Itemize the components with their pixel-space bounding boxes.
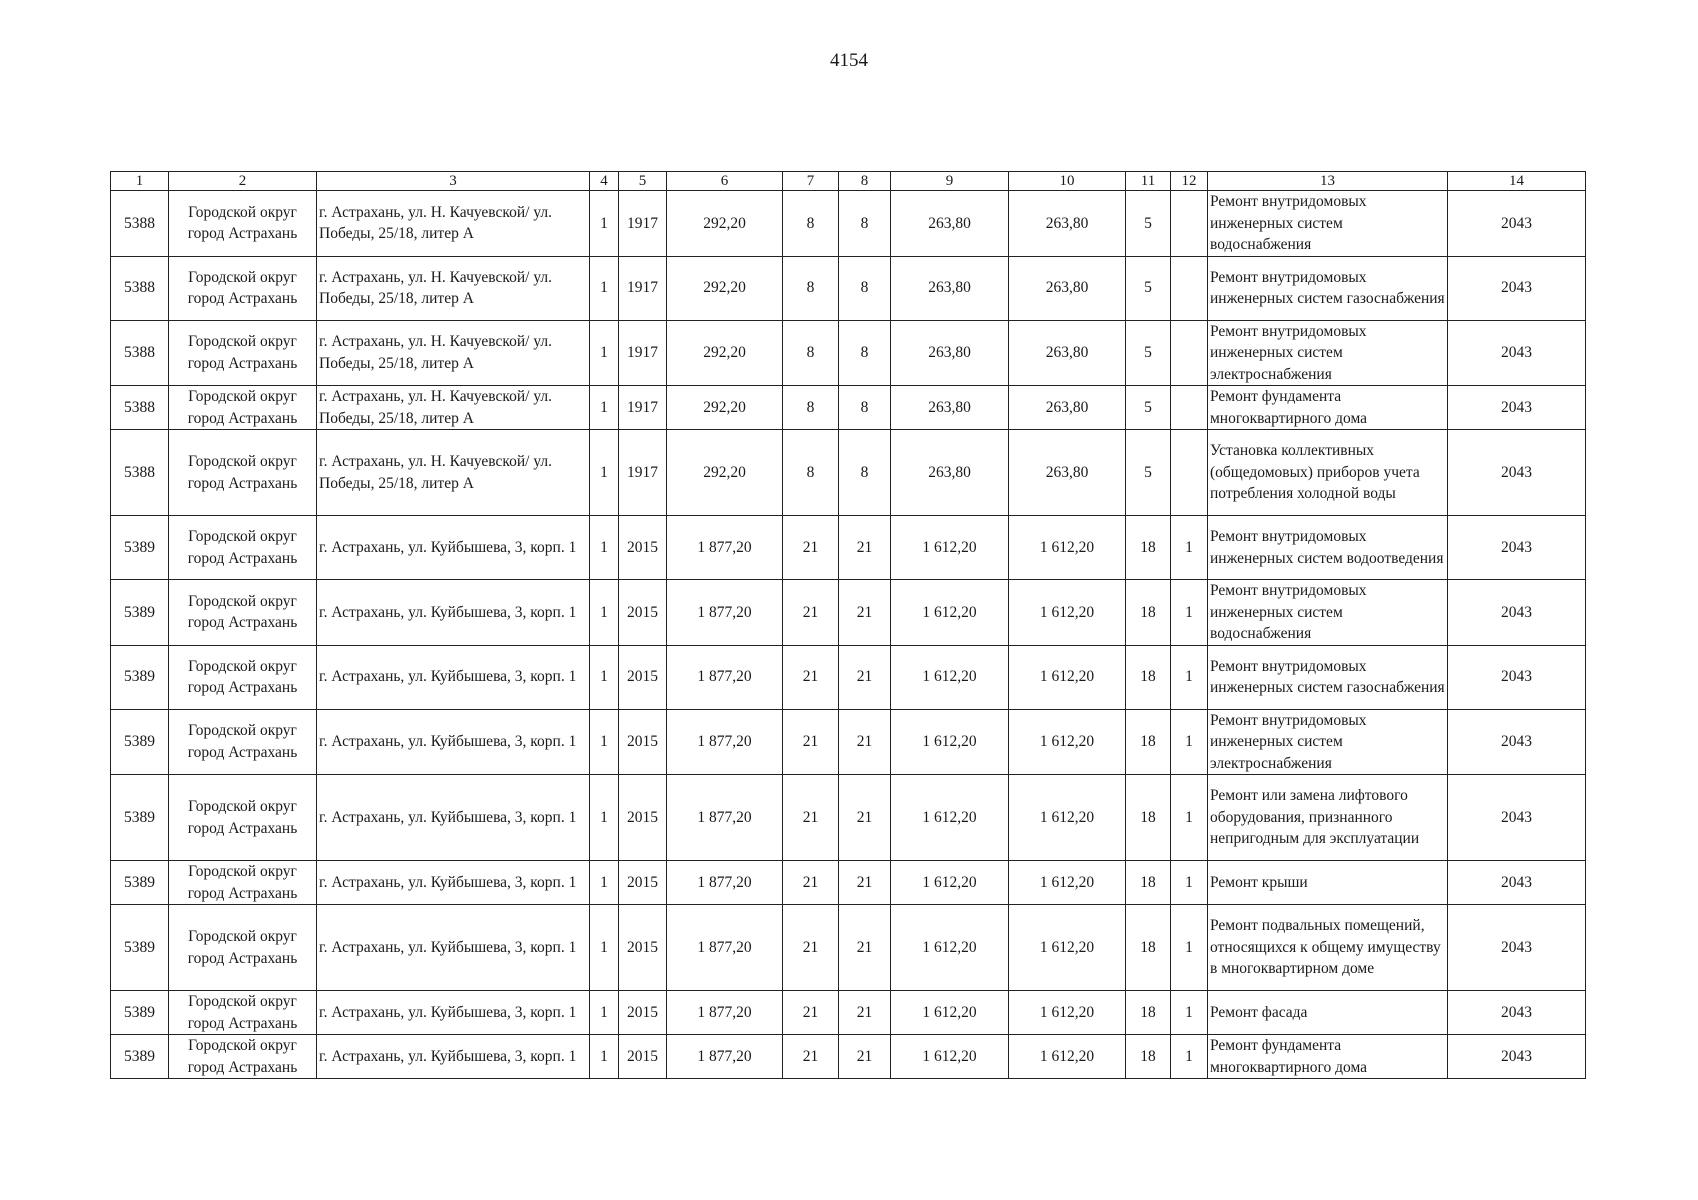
col9-area-cell: 1 612,20	[891, 580, 1009, 646]
municipality-cell: Городской округ город Астрахань	[169, 256, 317, 320]
year-built-cell: 2015	[619, 775, 667, 861]
total-area-cell: 1 877,20	[667, 861, 783, 905]
total-area-cell: 292,20	[667, 256, 783, 320]
row-number-cell: 5389	[111, 861, 169, 905]
column-number: 4	[590, 172, 619, 191]
col11-cell: 5	[1126, 430, 1171, 516]
work-type-cell: Ремонт подвальных помещений, относящихся к общему имуществу в многоквартирном доме	[1208, 905, 1448, 991]
col9-area-cell: 1 612,20	[891, 709, 1009, 775]
row-number-cell: 5388	[111, 320, 169, 386]
col11-cell: 18	[1126, 1035, 1171, 1079]
col4-cell: 1	[590, 1035, 619, 1079]
col9-area-cell: 1 612,20	[891, 905, 1009, 991]
col8-cell: 21	[839, 645, 891, 709]
col10-area-cell: 1 612,20	[1009, 645, 1126, 709]
table-row	[111, 775, 1586, 861]
planned-year-cell: 2043	[1448, 516, 1586, 580]
work-type-cell: Ремонт фундамента многоквартирного дома	[1208, 386, 1448, 430]
planned-year-cell: 2043	[1448, 580, 1586, 646]
row-number-cell: 5389	[111, 775, 169, 861]
year-built-cell: 2015	[619, 905, 667, 991]
col11-cell: 5	[1126, 256, 1171, 320]
col12-cell: 1	[1171, 1035, 1208, 1079]
total-area-cell: 292,20	[667, 386, 783, 430]
col8-cell: 21	[839, 775, 891, 861]
total-area-cell: 1 877,20	[667, 1035, 783, 1079]
col9-area-cell: 1 612,20	[891, 645, 1009, 709]
column-number: 3	[317, 172, 590, 191]
municipality-cell: Городской округ город Астрахань	[169, 905, 317, 991]
row-number-cell: 5389	[111, 991, 169, 1035]
table-row	[111, 386, 1586, 430]
col9-area-cell: 1 612,20	[891, 775, 1009, 861]
col8-cell: 8	[839, 191, 891, 257]
col7-cell: 21	[783, 516, 839, 580]
planned-year-cell: 2043	[1448, 256, 1586, 320]
planned-year-cell: 2043	[1448, 1035, 1586, 1079]
table-row	[111, 991, 1586, 1035]
col9-area-cell: 263,80	[891, 430, 1009, 516]
work-type-cell: Ремонт фасада	[1208, 991, 1448, 1035]
col4-cell: 1	[590, 775, 619, 861]
col8-cell: 8	[839, 386, 891, 430]
total-area-cell: 1 877,20	[667, 709, 783, 775]
col8-cell: 8	[839, 256, 891, 320]
row-number-cell: 5389	[111, 516, 169, 580]
column-number: 9	[891, 172, 1009, 191]
col8-cell: 8	[839, 430, 891, 516]
col10-area-cell: 1 612,20	[1009, 1035, 1126, 1079]
col7-cell: 8	[783, 191, 839, 257]
table-body	[111, 191, 1586, 1079]
work-type-cell: Ремонт внутридомовых инженерных систем газоснабжения	[1208, 645, 1448, 709]
col9-area-cell: 1 612,20	[891, 861, 1009, 905]
municipality-cell: Городской округ город Астрахань	[169, 1035, 317, 1079]
col4-cell: 1	[590, 861, 619, 905]
row-number-cell: 5389	[111, 645, 169, 709]
col8-cell: 21	[839, 580, 891, 646]
table-row	[111, 256, 1586, 320]
municipality-cell: Городской округ город Астрахань	[169, 645, 317, 709]
municipality-cell: Городской округ город Астрахань	[169, 991, 317, 1035]
address-cell: г. Астрахань, ул. Куйбышева, 3, корп. 1	[317, 516, 590, 580]
planned-year-cell: 2043	[1448, 645, 1586, 709]
column-number: 11	[1126, 172, 1171, 191]
col4-cell: 1	[590, 320, 619, 386]
col12-cell	[1171, 430, 1208, 516]
col12-cell: 1	[1171, 709, 1208, 775]
work-type-cell: Ремонт внутридомовых инженерных систем водоснабжения	[1208, 191, 1448, 257]
col10-area-cell: 1 612,20	[1009, 775, 1126, 861]
year-built-cell: 1917	[619, 386, 667, 430]
municipality-cell: Городской округ город Астрахань	[169, 430, 317, 516]
col11-cell: 18	[1126, 991, 1171, 1035]
col8-cell: 8	[839, 320, 891, 386]
col4-cell: 1	[590, 991, 619, 1035]
col7-cell: 8	[783, 256, 839, 320]
address-cell: г. Астрахань, ул. Н. Качуевской/ ул. Победы, 25/18, литер А	[317, 430, 590, 516]
col4-cell: 1	[590, 386, 619, 430]
table-row	[111, 430, 1586, 516]
table-row	[111, 1035, 1586, 1079]
total-area-cell: 292,20	[667, 320, 783, 386]
municipality-cell: Городской округ город Астрахань	[169, 775, 317, 861]
col10-area-cell: 1 612,20	[1009, 905, 1126, 991]
table-row	[111, 516, 1586, 580]
total-area-cell: 1 877,20	[667, 991, 783, 1035]
col10-area-cell: 1 612,20	[1009, 709, 1126, 775]
col4-cell: 1	[590, 430, 619, 516]
col9-area-cell: 1 612,20	[891, 991, 1009, 1035]
municipality-cell: Городской округ город Астрахань	[169, 580, 317, 646]
year-built-cell: 1917	[619, 191, 667, 257]
total-area-cell: 1 877,20	[667, 516, 783, 580]
planned-year-cell: 2043	[1448, 905, 1586, 991]
col11-cell: 5	[1126, 320, 1171, 386]
total-area-cell: 1 877,20	[667, 775, 783, 861]
column-number: 12	[1171, 172, 1208, 191]
table-row	[111, 191, 1586, 257]
total-area-cell: 292,20	[667, 191, 783, 257]
col11-cell: 18	[1126, 861, 1171, 905]
col11-cell: 18	[1126, 775, 1171, 861]
col12-cell	[1171, 320, 1208, 386]
column-number: 6	[667, 172, 783, 191]
year-built-cell: 2015	[619, 516, 667, 580]
column-number: 14	[1448, 172, 1586, 191]
page-number: 4154	[830, 50, 868, 71]
year-built-cell: 2015	[619, 645, 667, 709]
col8-cell: 21	[839, 991, 891, 1035]
address-cell: г. Астрахань, ул. Куйбышева, 3, корп. 1	[317, 1035, 590, 1079]
col12-cell: 1	[1171, 905, 1208, 991]
municipality-cell: Городской округ город Астрахань	[169, 516, 317, 580]
col12-cell	[1171, 256, 1208, 320]
planned-year-cell: 2043	[1448, 991, 1586, 1035]
row-number-cell: 5389	[111, 905, 169, 991]
planned-year-cell: 2043	[1448, 320, 1586, 386]
col4-cell: 1	[590, 191, 619, 257]
col4-cell: 1	[590, 580, 619, 646]
row-number-cell: 5389	[111, 709, 169, 775]
col9-area-cell: 1 612,20	[891, 1035, 1009, 1079]
planned-year-cell: 2043	[1448, 775, 1586, 861]
municipality-cell: Городской округ город Астрахань	[169, 861, 317, 905]
planned-year-cell: 2043	[1448, 709, 1586, 775]
col10-area-cell: 263,80	[1009, 191, 1126, 257]
column-number: 13	[1208, 172, 1448, 191]
column-number: 8	[839, 172, 891, 191]
col12-cell: 1	[1171, 645, 1208, 709]
col10-area-cell: 1 612,20	[1009, 516, 1126, 580]
col11-cell: 18	[1126, 516, 1171, 580]
col11-cell: 18	[1126, 709, 1171, 775]
col10-area-cell: 1 612,20	[1009, 580, 1126, 646]
planned-year-cell: 2043	[1448, 861, 1586, 905]
col4-cell: 1	[590, 905, 619, 991]
col9-area-cell: 1 612,20	[891, 516, 1009, 580]
total-area-cell: 1 877,20	[667, 905, 783, 991]
work-type-cell: Ремонт фундамента многоквартирного дома	[1208, 1035, 1448, 1079]
row-number-cell: 5389	[111, 580, 169, 646]
work-type-cell: Ремонт внутридомовых инженерных систем водоотведения	[1208, 516, 1448, 580]
table-row	[111, 709, 1586, 775]
col7-cell: 21	[783, 905, 839, 991]
col12-cell: 1	[1171, 861, 1208, 905]
row-number-cell: 5388	[111, 386, 169, 430]
col9-area-cell: 263,80	[891, 256, 1009, 320]
col12-cell	[1171, 386, 1208, 430]
address-cell: г. Астрахань, ул. Н. Качуевской/ ул. Победы, 25/18, литер А	[317, 256, 590, 320]
col10-area-cell: 1 612,20	[1009, 861, 1126, 905]
col7-cell: 8	[783, 320, 839, 386]
col9-area-cell: 263,80	[891, 320, 1009, 386]
address-cell: г. Астрахань, ул. Н. Качуевской/ ул. Победы, 25/18, литер А	[317, 386, 590, 430]
planned-year-cell: 2043	[1448, 430, 1586, 516]
work-type-cell: Ремонт крыши	[1208, 861, 1448, 905]
col11-cell: 5	[1126, 386, 1171, 430]
municipality-cell: Городской округ город Астрахань	[169, 320, 317, 386]
municipality-cell: Городской округ город Астрахань	[169, 191, 317, 257]
col4-cell: 1	[590, 256, 619, 320]
address-cell: г. Астрахань, ул. Куйбышева, 3, корп. 1	[317, 991, 590, 1035]
work-type-cell: Ремонт внутридомовых инженерных систем газоснабжения	[1208, 256, 1448, 320]
col10-area-cell: 263,80	[1009, 320, 1126, 386]
total-area-cell: 292,20	[667, 430, 783, 516]
work-type-cell: Ремонт внутридомовых инженерных систем электроснабжения	[1208, 709, 1448, 775]
col8-cell: 21	[839, 861, 891, 905]
col10-area-cell: 263,80	[1009, 256, 1126, 320]
col9-area-cell: 263,80	[891, 191, 1009, 257]
column-number-row	[111, 172, 1586, 191]
col10-area-cell: 1 612,20	[1009, 991, 1126, 1035]
work-type-cell: Ремонт или замена лифтового оборудования, признанного непригодным для эксплуатации	[1208, 775, 1448, 861]
total-area-cell: 1 877,20	[667, 645, 783, 709]
col7-cell: 21	[783, 645, 839, 709]
col8-cell: 21	[839, 516, 891, 580]
col7-cell: 21	[783, 580, 839, 646]
column-number: 1	[111, 172, 169, 191]
col7-cell: 8	[783, 430, 839, 516]
col8-cell: 21	[839, 905, 891, 991]
col12-cell: 1	[1171, 991, 1208, 1035]
address-cell: г. Астрахань, ул. Куйбышева, 3, корп. 1	[317, 580, 590, 646]
column-number: 7	[783, 172, 839, 191]
column-number: 2	[169, 172, 317, 191]
year-built-cell: 2015	[619, 580, 667, 646]
col12-cell: 1	[1171, 775, 1208, 861]
row-number-cell: 5388	[111, 256, 169, 320]
col12-cell	[1171, 191, 1208, 257]
year-built-cell: 1917	[619, 430, 667, 516]
table-row	[111, 861, 1586, 905]
column-number: 10	[1009, 172, 1126, 191]
municipality-cell: Городской округ город Астрахань	[169, 386, 317, 430]
col7-cell: 21	[783, 861, 839, 905]
col4-cell: 1	[590, 516, 619, 580]
address-cell: г. Астрахань, ул. Куйбышева, 3, корп. 1	[317, 709, 590, 775]
row-number-cell: 5389	[111, 1035, 169, 1079]
col10-area-cell: 263,80	[1009, 430, 1126, 516]
work-type-cell: Установка коллективных (общедомовых) приборов учета потребления холодной воды	[1208, 430, 1448, 516]
register-table	[110, 171, 1586, 1079]
year-built-cell: 2015	[619, 861, 667, 905]
table-row	[111, 320, 1586, 386]
row-number-cell: 5388	[111, 430, 169, 516]
address-cell: г. Астрахань, ул. Куйбышева, 3, корп. 1	[317, 645, 590, 709]
planned-year-cell: 2043	[1448, 191, 1586, 257]
col12-cell: 1	[1171, 580, 1208, 646]
col8-cell: 21	[839, 1035, 891, 1079]
col10-area-cell: 263,80	[1009, 386, 1126, 430]
table-row	[111, 905, 1586, 991]
year-built-cell: 2015	[619, 709, 667, 775]
col11-cell: 5	[1126, 191, 1171, 257]
year-built-cell: 1917	[619, 320, 667, 386]
address-cell: г. Астрахань, ул. Куйбышева, 3, корп. 1	[317, 775, 590, 861]
year-built-cell: 2015	[619, 1035, 667, 1079]
address-cell: г. Астрахань, ул. Н. Качуевской/ ул. Победы, 25/18, литер А	[317, 320, 590, 386]
col7-cell: 21	[783, 991, 839, 1035]
address-cell: г. Астрахань, ул. Куйбышева, 3, корп. 1	[317, 861, 590, 905]
col7-cell: 21	[783, 709, 839, 775]
col11-cell: 18	[1126, 905, 1171, 991]
col9-area-cell: 263,80	[891, 386, 1009, 430]
col11-cell: 18	[1126, 645, 1171, 709]
planned-year-cell: 2043	[1448, 386, 1586, 430]
column-number: 5	[619, 172, 667, 191]
col8-cell: 21	[839, 709, 891, 775]
table-row	[111, 580, 1586, 646]
col12-cell: 1	[1171, 516, 1208, 580]
col7-cell: 21	[783, 775, 839, 861]
address-cell: г. Астрахань, ул. Н. Качуевской/ ул. Победы, 25/18, литер А	[317, 191, 590, 257]
total-area-cell: 1 877,20	[667, 580, 783, 646]
address-cell: г. Астрахань, ул. Куйбышева, 3, корп. 1	[317, 905, 590, 991]
col4-cell: 1	[590, 645, 619, 709]
work-type-cell: Ремонт внутридомовых инженерных систем водоснабжения	[1208, 580, 1448, 646]
municipality-cell: Городской округ город Астрахань	[169, 709, 317, 775]
col4-cell: 1	[590, 709, 619, 775]
col7-cell: 8	[783, 386, 839, 430]
year-built-cell: 1917	[619, 256, 667, 320]
table-row	[111, 645, 1586, 709]
row-number-cell: 5388	[111, 191, 169, 257]
col7-cell: 21	[783, 1035, 839, 1079]
col11-cell: 18	[1126, 580, 1171, 646]
work-type-cell: Ремонт внутридомовых инженерных систем электроснабжения	[1208, 320, 1448, 386]
year-built-cell: 2015	[619, 991, 667, 1035]
